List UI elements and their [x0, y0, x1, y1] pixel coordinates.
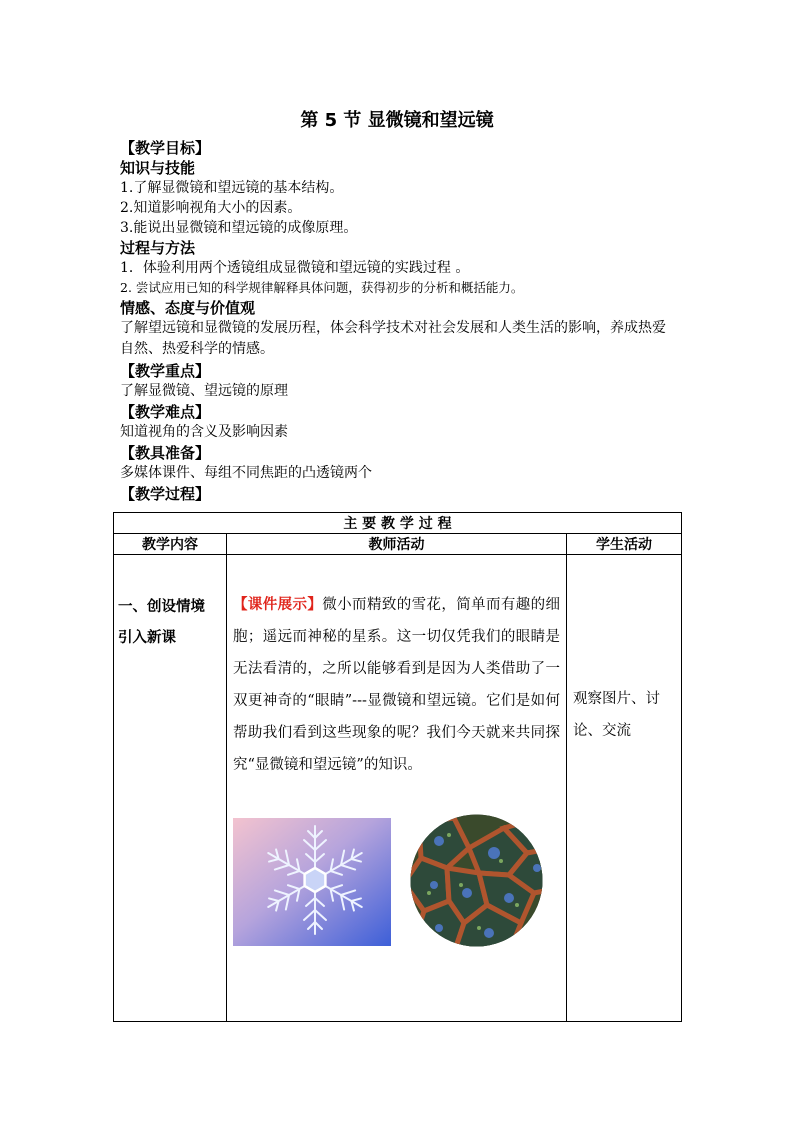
process-label: 【教学过程】 — [120, 485, 211, 503]
student-cell — [567, 555, 682, 1022]
page-title: 第 5 节 显微镜和望远镜 — [300, 110, 494, 131]
process-item-2: 2. 尝试应用已知的科学规律解释具体问题，获得初步的分析和概括能力。 — [120, 280, 524, 295]
content-cell — [114, 555, 227, 1022]
knowledge-heading: 知识与技能 — [120, 159, 196, 177]
cell-microscope-image — [409, 813, 544, 948]
illustrations — [233, 818, 561, 954]
materials-label: 【教具准备】 — [120, 444, 211, 462]
key-point-label: 【教学重点】 — [120, 362, 211, 380]
student-activity: 观察图片、讨论、交流 — [573, 691, 660, 739]
teacher-activity-text: 微小而精致的雪花，简单而有趣的细胞；遥远而神秘的星系。这一切仅凭我们的眼睛是无法看清的，之所以能够看到是因为人类借助了一双更神奇的“眼睛”---显微镜和望远镜。它们是如何帮助我们看到这些现象的呢？我们今天就来共同探究“显微镜和望远镜”的知识。 — [233, 597, 561, 773]
header-teacher: 教师活动 — [227, 534, 567, 555]
snowflake-image — [233, 818, 391, 946]
key-point-text: 了解显微镜、望远镜的原理 — [120, 383, 288, 399]
knowledge-item-2: 2.知道影响视角大小的因素。 — [120, 200, 302, 216]
header-student: 学生活动 — [567, 534, 682, 555]
attitude-heading: 情感、态度与价值观 — [120, 299, 256, 317]
courseware-tag: 【课件展示】 — [233, 596, 323, 613]
knowledge-item-1: 1.了解显微镜和望远镜的基本结构。 — [120, 180, 344, 196]
materials-text: 多媒体课件、每组不同焦距的凸透镜两个 — [120, 465, 372, 481]
knowledge-item-3: 3.能说出显微镜和望远镜的成像原理。 — [120, 220, 358, 236]
objectives-section — [120, 138, 690, 504]
difficulty-text: 知道视角的含义及影响因素 — [120, 424, 288, 440]
teaching-process-table — [113, 512, 682, 1022]
header-content: 教学内容 — [114, 534, 227, 555]
content-line-1: 一、创设情境 — [118, 599, 205, 615]
process-item-1: 1．体验利用两个透镜组成显微镜和望远镜的实践过程 。 — [120, 260, 470, 276]
attitude-text: 了解望远镜和显微镜的发展历程，体会科学技术对社会发展和人类生活的影响，养成热爱自然、热爱科学的情感。 — [120, 320, 666, 357]
table-caption: 主 要 教 学 过 程 — [114, 513, 682, 534]
difficulty-label: 【教学难点】 — [120, 403, 211, 421]
content-line-2: 引入新课 — [118, 630, 176, 646]
objectives-label: 【教学目标】 — [120, 139, 211, 157]
process-heading: 过程与方法 — [120, 239, 196, 257]
teacher-activity — [227, 555, 566, 781]
teacher-cell — [227, 555, 567, 1022]
